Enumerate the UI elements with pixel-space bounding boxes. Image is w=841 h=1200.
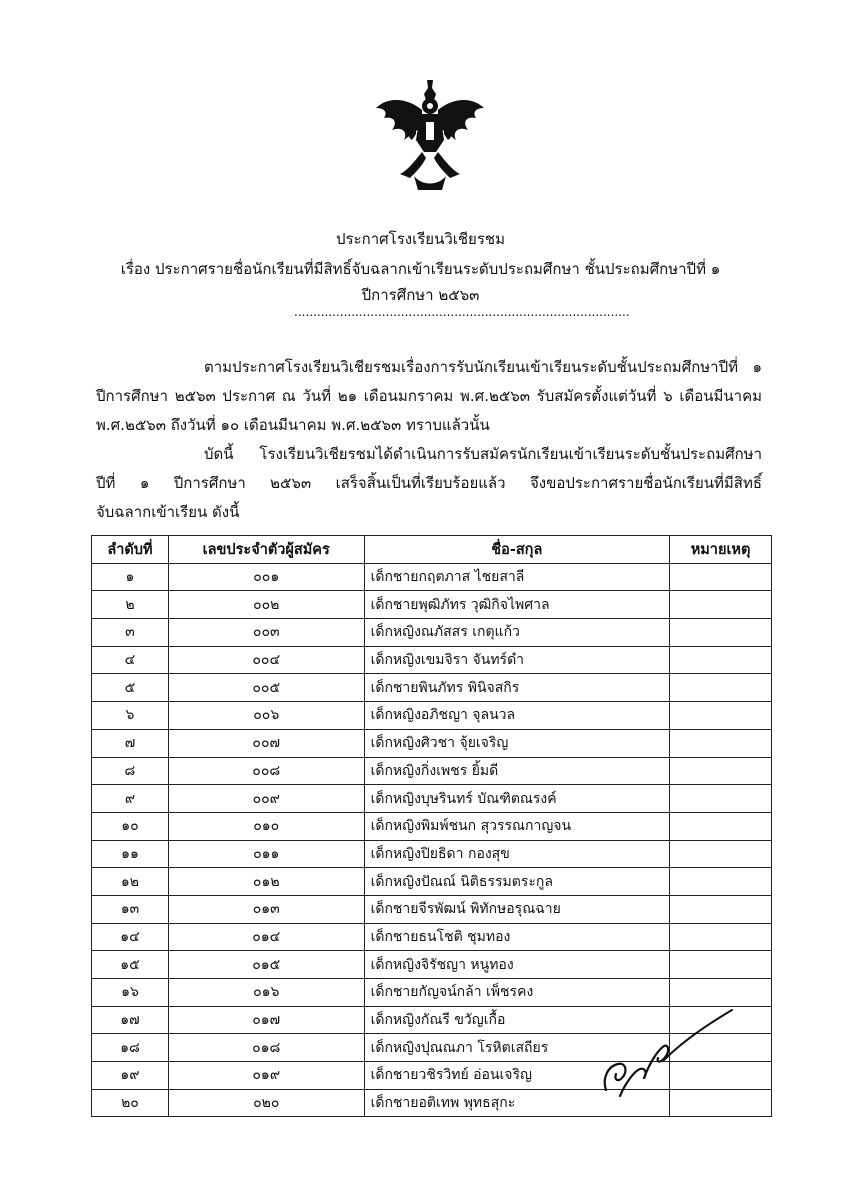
paragraph-1-line: ปีการศึกษา ๒๕๖๓ ประกาศ ณ วันที่ ๒๑ เดือนมกราคม พ.ศ.๒๕๖๓ รับสมัครตั้งแต่วันที่ ๖ เดือนมีนาคม (96, 387, 762, 405)
cell-remarks (670, 757, 772, 785)
cell-applicant-id: ๐๐๖ (168, 702, 364, 730)
cell-full-name: เด็กหญิงปิยธิดา กองสุข (364, 840, 669, 868)
announcement-title: ประกาศโรงเรียนวิเชียรชม (336, 230, 505, 248)
cell-order: ๘ (92, 757, 169, 785)
cell-applicant-id: ๐๒๐ (168, 1089, 364, 1117)
academic-year: ปีการศึกษา ๒๕๖๓ (361, 286, 480, 304)
table-header-row (92, 536, 772, 564)
cell-applicant-id: ๐๑๘ (168, 1034, 364, 1062)
table-row (92, 729, 772, 757)
cell-order: ๖ (92, 702, 169, 730)
cell-remarks (670, 895, 772, 923)
cell-remarks (670, 619, 772, 647)
cell-remarks (670, 951, 772, 979)
cell-applicant-id: ๐๐๔ (168, 646, 364, 674)
header-applicant-id: เลขประจำตัวผู้สมัคร (168, 536, 364, 564)
cell-applicant-id: ๐๐๗ (168, 729, 364, 757)
cell-full-name: เด็กชายกฤตภาส ไชยสาลี (364, 563, 669, 591)
table-row (92, 591, 772, 619)
cell-full-name: เด็กชายจีรพัฒน์ พิทักษอรุณฉาย (364, 895, 669, 923)
paragraph-1-line: ตามประกาศโรงเรียนวิเชียรชมเรื่องการรับนักเรียนเข้าเรียนระดับชั้นประถมศึกษาปีที่ ๑ (204, 358, 762, 376)
cell-order: ๑๘ (92, 1034, 169, 1062)
header-order: ลำดับที่ (92, 536, 169, 564)
table-row (92, 646, 772, 674)
cell-applicant-id: ๐๑๔ (168, 923, 364, 951)
cell-order: ๒ (92, 591, 169, 619)
cell-full-name: เด็กชายวชิรวิทย์ อ่อนเจริญ (364, 1062, 669, 1090)
table-row (92, 923, 772, 951)
table-row (92, 757, 772, 785)
cell-applicant-id: ๐๐๙ (168, 785, 364, 813)
cell-order: ๑๙ (92, 1062, 169, 1090)
handwritten-signature (598, 1000, 738, 1100)
table-row (92, 840, 772, 868)
paragraph-1 (96, 353, 762, 440)
cell-remarks (670, 646, 772, 674)
cell-remarks (670, 729, 772, 757)
cell-applicant-id: ๐๐๕ (168, 674, 364, 702)
cell-order: ๗ (92, 729, 169, 757)
paragraph-2 (96, 440, 762, 527)
cell-full-name: เด็กหญิงเขมจิรา จันทร์ดำ (364, 646, 669, 674)
cell-order: ๒๐ (92, 1089, 169, 1117)
cell-order: ๑๗ (92, 1006, 169, 1034)
announcement-subject: เรื่อง ประกาศรายชื่อนักเรียนที่มีสิทธิ์จับฉลากเข้าเรียนระดับประถมศึกษา ชั้นประถมศึกษาปีที่ ๑ (120, 260, 721, 278)
cell-order: ๑๕ (92, 951, 169, 979)
cell-remarks (670, 868, 772, 896)
cell-applicant-id: ๐๑๓ (168, 895, 364, 923)
cell-remarks (670, 591, 772, 619)
cell-applicant-id: ๐๑๙ (168, 1062, 364, 1090)
cell-full-name: เด็กหญิงอภิชญา จุลนวล (364, 702, 669, 730)
cell-remarks (670, 840, 772, 868)
cell-order: ๑ (92, 563, 169, 591)
cell-full-name: เด็กหญิงปุณณภา โรหิตเสถียร (364, 1034, 669, 1062)
paragraph-2-line: บัดนี้ โรงเรียนวิเชียรชมได้ดำเนินการรับสมัครนักเรียนเข้าเรียนระดับชั้นประถมศึกษา (204, 445, 762, 463)
header-divider: ........................................................................................ (294, 305, 630, 319)
cell-full-name: เด็กชายอติเทพ พุทธสุกะ (364, 1089, 669, 1117)
cell-full-name: เด็กชายธนโชติ ชุมทอง (364, 923, 669, 951)
header-remarks: หมายเหตุ (670, 536, 772, 564)
cell-order: ๕ (92, 674, 169, 702)
cell-remarks (670, 563, 772, 591)
cell-remarks (670, 923, 772, 951)
table-row (92, 563, 772, 591)
cell-full-name: เด็กหญิงปัณณ์ นิติธรรมตระกูล (364, 868, 669, 896)
cell-remarks (670, 674, 772, 702)
cell-full-name: เด็กหญิงพิมพ์ชนก สุวรรณกาญจน (364, 812, 669, 840)
cell-applicant-id: ๐๐๑ (168, 563, 364, 591)
cell-full-name: เด็กชายพุฒิภัทร วุฒิกิจไพศาล (364, 591, 669, 619)
cell-order: ๑๑ (92, 840, 169, 868)
paragraph-2-line: ปีที่ ๑ ปีการศึกษา ๒๕๖๓ เสร็จสิ้นเป็นที่เรียบร้อยแล้ว จึงขอประกาศรายชื่อนักเรียนที่มีสิทธิ์ (96, 474, 762, 492)
paragraph-2-line: จับฉลากเข้าเรียน ดังนี้ (96, 503, 240, 521)
paragraph-1-line: พ.ศ.๒๕๖๓ ถึงวันที่ ๑๐ เดือนมีนาคม พ.ศ.๒๕๖๓ ทราบแล้วนั้น (96, 416, 490, 434)
cell-applicant-id: ๐๑๗ (168, 1006, 364, 1034)
cell-applicant-id: ๐๑๒ (168, 868, 364, 896)
cell-applicant-id: ๐๐๒ (168, 591, 364, 619)
table-row (92, 812, 772, 840)
cell-remarks (670, 812, 772, 840)
cell-applicant-id: ๐๐๓ (168, 619, 364, 647)
cell-full-name: เด็กชายพินภัทร พินิจสกิร (364, 674, 669, 702)
cell-order: ๙ (92, 785, 169, 813)
table-row (92, 702, 772, 730)
cell-order: ๓ (92, 619, 169, 647)
header-full-name: ชื่อ-สกุล (364, 536, 669, 564)
table-row (92, 619, 772, 647)
cell-remarks (670, 785, 772, 813)
table-row (92, 785, 772, 813)
cell-applicant-id: ๐๑๕ (168, 951, 364, 979)
cell-order: ๑๔ (92, 923, 169, 951)
cell-applicant-id: ๐๑๑ (168, 840, 364, 868)
cell-order: ๑๖ (92, 979, 169, 1007)
cell-full-name: เด็กหญิงกัณรี ขวัญเกื้อ (364, 1006, 669, 1034)
cell-order: ๑๒ (92, 868, 169, 896)
table-row (92, 674, 772, 702)
cell-full-name: เด็กหญิงบุษรินทร์ บัณฑิตณรงค์ (364, 785, 669, 813)
cell-applicant-id: ๐๑๐ (168, 812, 364, 840)
cell-full-name: เด็กหญิงศิวชา จุ้ยเจริญ (364, 729, 669, 757)
garuda-emblem-icon (370, 78, 490, 193)
table-row (92, 951, 772, 979)
cell-full-name: เด็กหญิงกิ่งเพชร ยิ้มดี (364, 757, 669, 785)
table-row (92, 868, 772, 896)
cell-order: ๑๓ (92, 895, 169, 923)
cell-remarks (670, 702, 772, 730)
cell-full-name: เด็กหญิงจิรัชญา หนูทอง (364, 951, 669, 979)
table-row (92, 895, 772, 923)
cell-full-name: เด็กชายกัญจน์กล้า เพ็ชรคง (364, 979, 669, 1007)
cell-applicant-id: ๐๑๖ (168, 979, 364, 1007)
cell-order: ๑๐ (92, 812, 169, 840)
cell-applicant-id: ๐๐๘ (168, 757, 364, 785)
cell-full-name: เด็กหญิงณภัสสร เกตุแก้ว (364, 619, 669, 647)
cell-order: ๔ (92, 646, 169, 674)
